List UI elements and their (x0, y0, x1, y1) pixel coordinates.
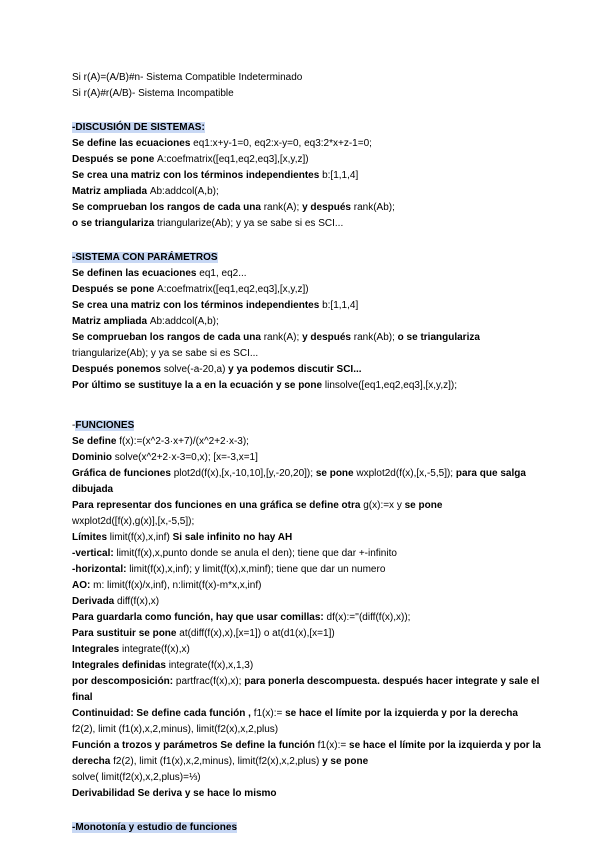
s3-l15-code: f1(x):= (253, 708, 286, 719)
s3-line-13 (72, 658, 542, 674)
s3-l6-label: -vertical: (72, 548, 117, 559)
s3-l16-code-3: solve( limit(f2(x),x,2,plus)=⅓) (72, 772, 201, 783)
s2-l8-label: Por último se sustituye la a en la ecuación y se pone (72, 380, 325, 391)
s3-l6-code: limit(f(x),x,punto donde se anula el den); tiene que dar +-infinito (116, 548, 397, 559)
s1-l1-code: eq1:x+y-1=0, eq2:x-y=0, eq3:2*x+z-1=0; (193, 138, 372, 149)
section-heading-monotonia (72, 820, 542, 836)
s3-l5-code: limit(f(x),x,inf) (109, 532, 173, 543)
s1-line-5 (72, 200, 542, 216)
s3-l13-code: integrate(f(x),x,1,3) (168, 660, 254, 671)
s3-l3-label-2: se pone (315, 468, 357, 479)
s3-l10-label: Para guardarla como función, hay que usar comillas: (72, 612, 327, 623)
s3-line-5 (72, 530, 542, 546)
s1-l5-code: rank(A); (263, 202, 303, 213)
heading-dash: - (72, 122, 76, 133)
s1-line-1 (72, 136, 542, 152)
s1-line-3 (72, 168, 542, 184)
s2-line-6: triangularize(Ab); y ya se sabe si es SCI... (72, 348, 259, 359)
s3-l9-label: Derivada (72, 596, 118, 607)
s3-l1-label: Se define (72, 436, 120, 447)
s2-l3-label: Se crea una matriz con los términos independientes (72, 300, 323, 311)
s3-line-14 (72, 674, 542, 706)
s1-l4-label: Matriz ampliada (72, 186, 150, 197)
s2-l1-code: eq1, eq2... (199, 268, 247, 279)
s1-l2-code: A:coefmatrix([eq1,eq2,eq3],[x,y,z]) (157, 154, 309, 165)
s1-l6-code: triangularize(Ab); y ya se sabe si es SCI... (157, 218, 344, 229)
s3-line-15 (72, 706, 542, 738)
s3-l5-label-2: Si sale infinito no hay AH (172, 532, 293, 543)
intro-line-1: Si r(A)=(A/B)#n- Sistema Compatible Indeterminado (72, 72, 303, 83)
heading-dash: - (72, 822, 76, 833)
s3-l11-label: Para sustituir se pone (72, 628, 180, 639)
s2-l5-label: Se comprueban los rangos de cada una (72, 332, 264, 343)
s2-l2-code: A:coefmatrix([eq1,eq2,eq3],[x,y,z]) (157, 284, 309, 295)
s3-l15-code-2: f2(2), limit (f1(x),x,2,minus), limit(f2(x),x,2,plus) (72, 724, 279, 735)
s3-l8-code: m: limit(f(x)/x,inf), n:limit(f(x)-m*x,x,inf) (93, 580, 262, 591)
s3-l14-code: partfrac(f(x),x); (175, 676, 245, 687)
heading-text: FUNCIONES (75, 420, 135, 431)
s3-l15-label-2: se hace el límite por la izquierda y por la derecha (285, 708, 518, 719)
s3-line-11 (72, 626, 542, 642)
s2-l3-code: b:[1,1,4] (322, 300, 359, 311)
s3-l16-code-2: f2(2), limit (f1(x),x,2,minus), limit(f2(x),x,2,plus) (113, 756, 323, 767)
s3-l2-code: solve(x^2+2·x-3=0,x); [x=-3,x=1] (114, 452, 258, 463)
s3-line-6 (72, 546, 542, 562)
s3-l3-code: plot2d(f(x),[x,-10,10],[y,-20,20]); (173, 468, 316, 479)
s3-l12-label: Integrales (72, 644, 123, 655)
s3-l16-label-3: y se pone (322, 756, 369, 767)
s3-l14-label: por descomposición: (72, 676, 176, 687)
s1-l4-code: Ab:addcol(A,b); (149, 186, 219, 197)
s2-l4-code: Ab:addcol(A,b); (149, 316, 219, 327)
s3-l7-code: limit(f(x),x,inf); y limit(f(x),x,minf); tiene que dar un numero (129, 564, 386, 575)
s1-line-2 (72, 152, 542, 168)
s1-l5-code-2: rank(Ab); (353, 202, 395, 213)
s3-l5-label: Límites (72, 532, 110, 543)
s2-line-8 (72, 378, 542, 394)
heading-text: SISTEMA CON PARÁMETROS (75, 252, 218, 263)
s1-l2-label: Después se pone (72, 154, 158, 165)
s3-line-3 (72, 466, 542, 498)
s1-l5-label-2: y después (302, 202, 354, 213)
s2-line-3 (72, 298, 542, 314)
s2-l7-code: solve(-a-20,a) (163, 364, 229, 375)
s3-l3-label: Gráfica de funciones (72, 468, 174, 479)
s2-l5-label-3: o se triangulariza (397, 332, 480, 343)
s3-line-17: Derivabilidad Se deriva y se hace lo mismo (72, 788, 277, 799)
s1-l3-label: Se crea una matriz con los términos independientes (72, 170, 323, 181)
s3-line-1 (72, 434, 542, 450)
s1-l5-label: Se comprueban los rangos de cada una (72, 202, 264, 213)
s3-l10-code: df(x):=''(diff(f(x),x)); (326, 612, 411, 623)
s3-l11-code: at(diff(f(x),x),[x=1]) o at(d1(x),[x=1]) (179, 628, 335, 639)
s2-l5-code: rank(A); (263, 332, 303, 343)
s2-l1-label: Se definen las ecuaciones (72, 268, 200, 279)
s1-line-4 (72, 184, 542, 200)
s1-l1-label: Se define las ecuaciones (72, 138, 194, 149)
s3-line-9 (72, 594, 542, 610)
s2-l2-label: Después se pone (72, 284, 158, 295)
s2-line-2 (72, 282, 542, 298)
s3-line-2 (72, 450, 542, 466)
heading-text: Monotonía y estudio de funciones (75, 822, 238, 833)
s2-l7-label: Después ponemos (72, 364, 164, 375)
heading-text: DISCUSIÓN DE SISTEMAS: (75, 122, 205, 133)
s3-l9-code: diff(f(x),x) (117, 596, 160, 607)
s3-line-8 (72, 578, 542, 594)
s3-l16-code: f1(x):= (317, 740, 350, 751)
s2-l5-label-2: y después (302, 332, 354, 343)
s3-l4-label-2: se pone (404, 500, 443, 511)
s3-l3-code-2: wxplot2d(f(x),[x,-5,5]); (356, 468, 456, 479)
s2-l4-label: Matriz ampliada (72, 316, 150, 327)
section-heading-parametros (72, 250, 542, 266)
s2-l5-code-2: rank(Ab); (353, 332, 398, 343)
heading-dash: - (72, 252, 76, 263)
s3-l2-label: Dominio (72, 452, 115, 463)
section-heading-discusion (72, 120, 542, 136)
s3-l16-label-2: se hace el límite por la izquierda y por la derecha (72, 740, 541, 767)
s3-l4-label: Para representar dos funciones en una gráfica se define otra (72, 500, 364, 511)
s2-l7-label-2: y ya podemos discutir SCI... (228, 364, 362, 375)
s3-l15-label: Continuidad: Se define cada función , (72, 708, 254, 719)
s3-l14-label-2: para ponerla descompuesta. después hacer integrate y sale el final (72, 676, 540, 703)
s3-line-7 (72, 562, 542, 578)
s3-line-4 (72, 498, 542, 530)
s3-line-12 (72, 642, 542, 658)
heading-dash: - (72, 420, 76, 431)
s3-l13-label: Integrales definidas (72, 660, 169, 671)
s3-l4-code: g(x):=x y (363, 500, 405, 511)
s1-line-6 (72, 216, 542, 232)
s3-l4-code-2: wxplot2d([f(x),g(x)],[x,-5,5]); (72, 516, 195, 527)
s3-line-16 (72, 738, 542, 786)
s2-line-7 (72, 362, 542, 378)
s3-l3-label-3: para que salga dibujada (72, 468, 526, 495)
s2-line-5 (72, 330, 542, 346)
s3-l16-label: Función a trozos y parámetros Se define la función (72, 740, 318, 751)
s2-line-1 (72, 266, 542, 282)
document-page (72, 70, 542, 836)
section-heading-funciones (72, 418, 542, 434)
s3-l7-label: -horizontal: (72, 564, 130, 575)
intro-line-2: Si r(A)#r(A/B)- Sistema Incompatible (72, 88, 234, 99)
s1-l6-label: o se triangulariza (72, 218, 158, 229)
s3-line-10 (72, 610, 542, 626)
s1-l3-code: b:[1,1,4] (322, 170, 359, 181)
s3-l1-code: f(x):=(x^2-3·x+7)/(x^2+2·x-3); (119, 436, 249, 447)
s3-l8-label: AO: (72, 580, 94, 591)
s2-l8-code: linsolve([eq1,eq2,eq3],[x,y,z]); (324, 380, 457, 391)
s2-line-4 (72, 314, 542, 330)
s3-l12-code: integrate(f(x),x) (122, 644, 190, 655)
